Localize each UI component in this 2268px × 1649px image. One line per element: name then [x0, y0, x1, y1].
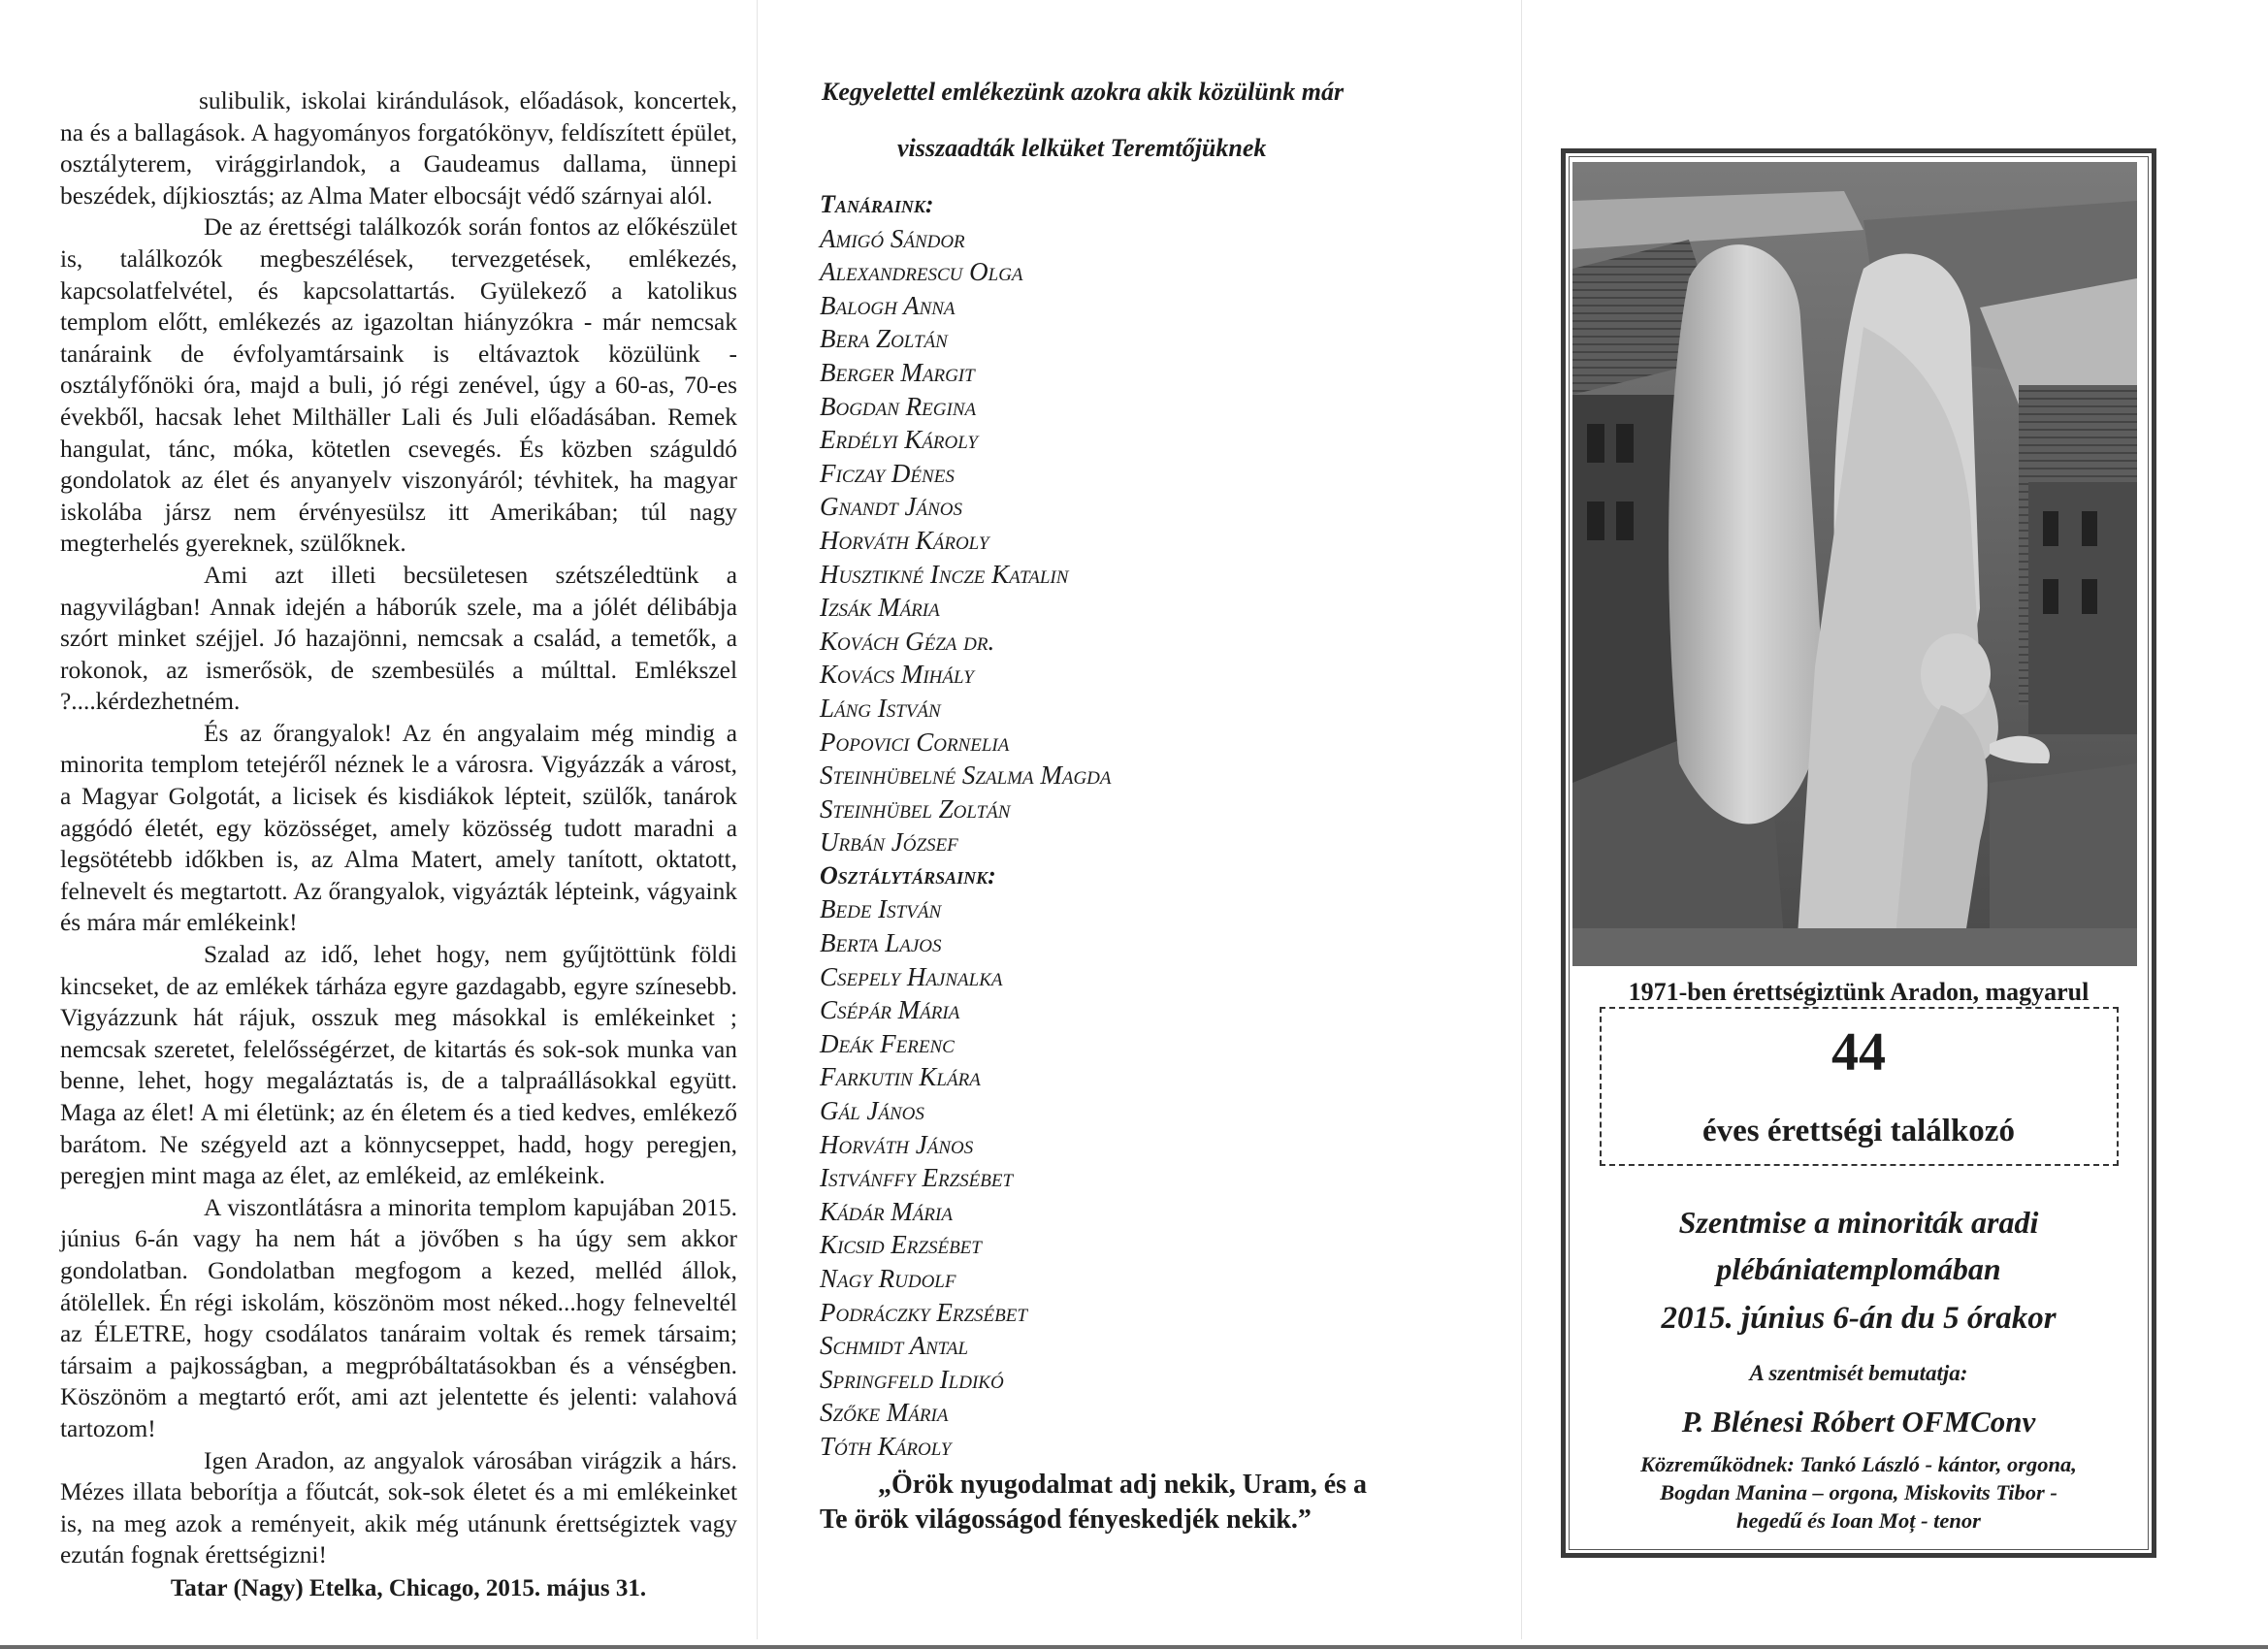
memorial-column: [820, 78, 1479, 1537]
contributors-line2: Bogdan Manina – orgona, Miskovits Tibor -: [1660, 1480, 2057, 1504]
memorial-name: Farkutin Klára: [820, 1062, 981, 1092]
angel-statue-photo: [1572, 162, 2137, 966]
memorial-name: Amigó Sándor: [820, 223, 965, 253]
memorial-name: Izsák Mária: [820, 593, 940, 623]
reunion-years: 44: [1831, 1022, 1886, 1083]
memorial-heading-line2: visszaadták lelküket Teremtőjüknek: [897, 134, 1267, 162]
paragraph: Ami azt illeti becsületesen szétszéledtünk a nagyvilágban! Annak idején a háborúk szele, ma a jólét délibábja szórt minket széjjel. Jó hazajönni, nemcsak a család, a temetők, a rokonok, az ismerősök, de szembesülés a múlttal. Emlékszel ?....kérdezhetném.: [60, 561, 737, 716]
memorial-name: Balogh Anna: [820, 290, 956, 320]
memorial-name: Gnandt János: [820, 492, 962, 522]
memorial-name: Nagy Rudolf: [820, 1264, 956, 1293]
memorial-name: Steinhübelné Szalma Magda: [820, 760, 1112, 791]
memorial-name: Kicsid Erzsébet: [820, 1230, 982, 1260]
memorial-name: Bera Zoltán: [820, 324, 948, 354]
scan-bottom-edge: [0, 1645, 2268, 1649]
reunion-event: éves érettségi találkozó: [1702, 1114, 2015, 1148]
mass-date-time: 2015. június 6-án du 5 órakor: [1661, 1301, 2057, 1336]
memorial-name: Alexandrescu Olga: [820, 257, 1023, 287]
memorial-heading-line1: Kegyelettel emlékezünk azokra akik közülünk már: [822, 78, 1345, 106]
memorial-name: Steinhübel Zoltán: [820, 793, 1011, 824]
teachers-list: [820, 222, 1479, 859]
quote-line2: Te örök világosságod fényeskedjék nekik.”: [820, 1504, 1312, 1535]
quote-line1: „Örök nyugodalmat adj nekik, Uram, és a: [878, 1469, 1368, 1500]
memorial-name: Urbán József: [820, 827, 958, 857]
mass-line1: Szentmise a minoriták aradi: [1678, 1205, 2039, 1240]
memorial-name: Gál János: [820, 1096, 924, 1126]
fold-line-left: [757, 0, 758, 1639]
signature: Tatar (Nagy) Etelka, Chicago, 2015. május 31.: [170, 1574, 647, 1601]
memorial-name: Berta Lajos: [820, 928, 942, 958]
priest-name: P. Blénesi Róbert OFMConv: [1681, 1405, 2036, 1439]
contributors: [1566, 1450, 2152, 1535]
classmates-list: [820, 892, 1479, 1463]
memorial-name: Tóth Károly: [820, 1431, 952, 1461]
memorial-name: Kádár Mária: [820, 1196, 953, 1226]
memorial-name: Csepely Hajnalka: [820, 961, 1003, 991]
presented-by-label: A szentmisét bemutatja:: [1749, 1361, 1968, 1385]
mass-line2: plébániatemplomában: [1716, 1251, 2001, 1286]
memorial-name: Szőke Mária: [820, 1398, 949, 1428]
contributors-line1: Közreműködnek: Tankó László - kántor, orgona,: [1640, 1452, 2077, 1476]
memorial-name: Csépár Mária: [820, 995, 960, 1025]
memorial-name: Kovách Géza dr.: [820, 626, 995, 656]
photo-image: [1572, 162, 2137, 966]
fold-line-right: [1521, 0, 1522, 1639]
letter-column: [60, 85, 737, 1605]
invitation-frame: [1561, 148, 2156, 1558]
memorial-name: Láng István: [820, 693, 941, 723]
memorial-name: Horváth János: [820, 1129, 974, 1159]
memorial-name: Kovács Mihály: [820, 660, 974, 690]
graduation-caption: 1971-ben érettségiztünk Aradon, magyarul: [1628, 978, 2090, 1006]
memorial-name: Popovici Cornelia: [820, 727, 1010, 757]
paragraph: És az őrangyalok! Az én angyalaim még mindig a minorita templom tetejéről néznek le a városra. Vigyázzák a várost, a Magyar Golgotát, a licisek és kisdiákok lépteit, szülők, tanárok aggódó életét, egy közösséget, amely közösség tudott maradni a legsötétebb időkben is, az Alma Matert, amely tanított, oktatott, felnevelt és megtartott. Az őrangyalok, vigyázták lépteink, vágyaink és mára már emlékeink!: [60, 719, 737, 937]
memorial-name: Bogdan Regina: [820, 391, 977, 421]
paragraph: De az érettségi találkozók során fontos az előkészület is, találkozók megbeszélések, tervezgetések, emlékezés, kapcsolatfelvétel, és kapcsolattartás. Gyülekező a katolikus templom előtt, emlékezés az igazoltan hiányzókra - már nemcsak tanáraink de évfolyamtársaink is eltávaztok közülünk - osztályfőnöki óra, majd a buli, jó régi zenével, úgy a 60-as, 70-es évekből, hacsak lehet Milthäller Lali és Juli előadásában. Remek hangulat, tánc, móka, kötetlen csevegés. És közben száguldó gondolatok az élet és anyanyelv viszonyáról; tévhitek, ha magyar iskolába jársz nem érvényesülsz itt Amerikában; túl nagy megterhelés gyereknek, szülőknek.: [60, 213, 737, 558]
memorial-name: Podráczky Erzsébet: [820, 1297, 1027, 1327]
memorial-name: Schmidt Antal: [820, 1331, 969, 1361]
memorial-name: Berger Margit: [820, 357, 975, 387]
requiem-quote: [820, 1468, 1479, 1537]
memorial-name: Deák Ferenc: [820, 1028, 955, 1058]
classmates-label: Osztálytársaink:: [820, 860, 996, 889]
paragraph: Igen Aradon, az angyalok városában virágzik a hárs. Mézes illata beborítja a főutcát, sok-sok életet és a mi emlékeinket is, na meg azok a reményeit, akik még utánunk érettségiztek vagy ezután fognak érettségizni!: [60, 1446, 737, 1569]
memorial-name: Bede István: [820, 894, 942, 924]
memorial-name: Horváth Károly: [820, 525, 989, 555]
teachers-label: Tanáraink:: [820, 190, 934, 218]
paragraph: sulibulik, iskolai kirándulások, előadások, koncertek, na és a ballagások. A hagyományos forgatókönyv, feldíszített épület, osztályterem, virággirlandok, a Gaudeamus dallama, ünnepi beszédek, díjkiosztás; az Alma Mater elbocsájt védő szárnyai alól.: [60, 87, 737, 210]
memorial-name: Husztikné Incze Katalin: [820, 559, 1069, 589]
paragraph: Szalad az idő, lehet hogy, nem gyűjtöttünk földi kincseket, de az emlékek tárháza egyre gazdagabb, egyre színesebb. Vigyázzunk hát rájuk, osszuk meg másokkal is emlékeinket ; nemcsak szeretet, felelősségérzet, de kitartás és sok-sok munka van benne, lehet, hogy megaláztatás is, de a talpraállásokkal együtt. Maga az élet! A mi életünk; az én életem és a tied kedves, emlékező barátom. Ne szégyeld azt a könnycseppet, hadd, hogy peregjen, peregjen mint maga az élet, az emlékeid, az emlékeink.: [60, 941, 737, 1190]
memorial-name: Istvánffy Erzsébet: [820, 1163, 1014, 1193]
memorial-name: Ficzay Dénes: [820, 458, 955, 488]
contributors-line3: hegedű és Ioan Moț - tenor: [1736, 1508, 1981, 1533]
memorial-name: Springfeld Ildikó: [820, 1364, 1004, 1394]
memorial-name: Erdélyi Károly: [820, 425, 978, 455]
paragraph: A viszontlátásra a minorita templom kapujában 2015. június 6-án vagy ha nem hát a jövőben s ha úgy sem akkor gondolatban. Gondolatban megfogom a kezed, melléd állok, átölellek. Én régi iskolám, köszönöm most néked...hogy felneveltél az ÉLETRE, hogy csodálatos tanáraim voltak és remek társaim; társaim a pajkosságban, a megpróbáltatásokban és a vénségben. Köszönöm a megtartó erőt, ami azt jelentette és jelenti: valahová tartozom!: [60, 1193, 737, 1442]
mass-info: [1566, 1199, 2152, 1292]
